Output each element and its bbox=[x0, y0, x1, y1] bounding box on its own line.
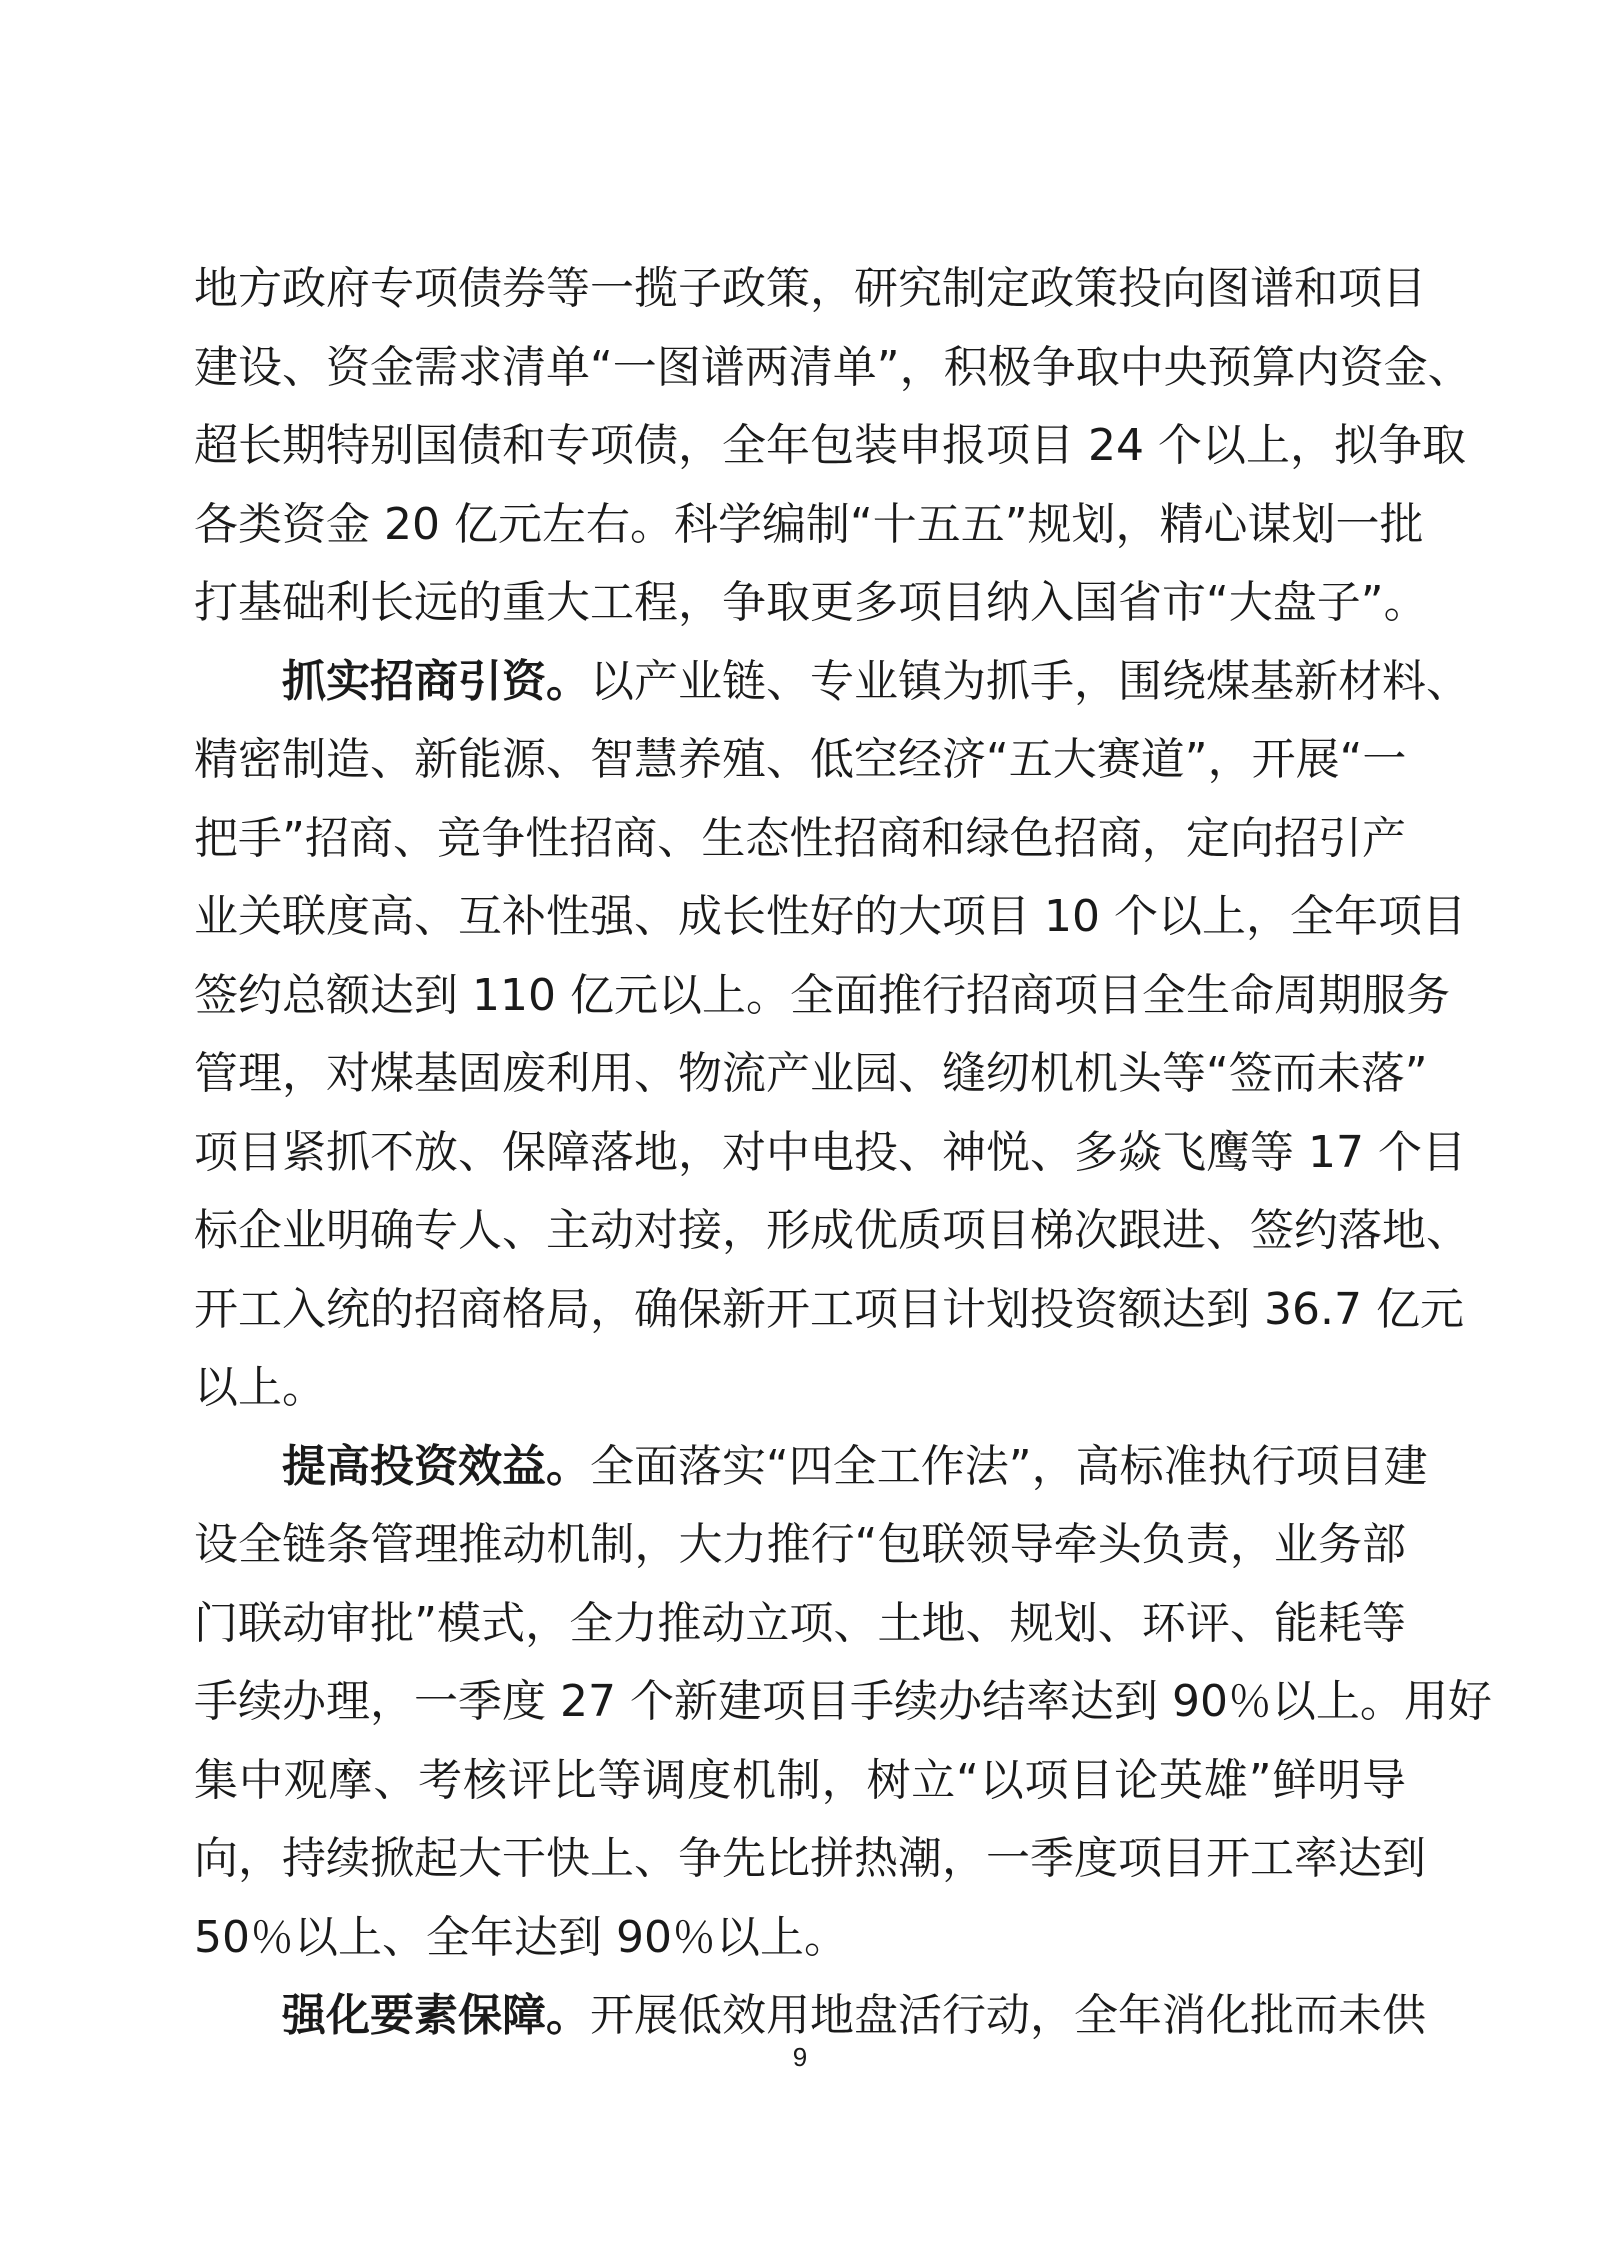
section-heading: 强化要素保障。 bbox=[282, 1990, 590, 2041]
section-heading: 抓实招商引资。 bbox=[282, 655, 590, 707]
body-line: 向，持续掀起大干快上、争先比拼热潮，一季度项目开工率达到 bbox=[194, 1833, 1426, 1884]
section-heading: 提高投资效益。 bbox=[282, 1440, 590, 1492]
body-text-run: 全面落实“四全工作法”，高标准执行项目建 bbox=[590, 1440, 1428, 1492]
body-line: 各类资金 20 亿元左右。科学编制“十五五”规划，精心谋划一批 bbox=[194, 498, 1424, 550]
body-text-run: 开展低效用地盘活行动，全年消化批而未供 bbox=[590, 1990, 1426, 2041]
body-line: 项目紧抓不放、保障落地，对中电投、神悦、多焱飞鹰等 17 个目 bbox=[194, 1126, 1466, 1178]
body-line: 签约总额达到 110 亿元以上。全面推行招商项目全生命周期服务 bbox=[194, 969, 1450, 1021]
body-line: 手续办理，一季度 27 个新建项目手续办结率达到 90％以上。用好 bbox=[194, 1676, 1492, 1727]
body-line: 50％以上、全年达到 90％以上。 bbox=[194, 1911, 848, 1963]
body-line: 地方政府专项债券等一揽子政策，研究制定政策投向图谱和项目 bbox=[194, 263, 1426, 314]
body-text-run: 以产业链、专业镇为抓手，围绕煤基新材料、 bbox=[590, 655, 1470, 707]
paragraph-first-line bbox=[194, 1428, 1428, 1507]
body-text bbox=[194, 250, 1492, 2056]
body-line: 设全链条管理推动机制，大力推行“包联领导牵头负责，业务部 bbox=[194, 1519, 1406, 1570]
paragraph-first-line bbox=[194, 643, 1470, 722]
body-line: 业关联度高、互补性强、成长性好的大项目 10 个以上，全年项目 bbox=[194, 891, 1466, 942]
page-number: 9 bbox=[792, 2042, 808, 2072]
body-line: 精密制造、新能源、智慧养殖、低空经济“五大赛道”，开展“一 bbox=[194, 734, 1407, 785]
body-line: 开工入统的招商格局，确保新开工项目计划投资额达到 36.7 亿元 bbox=[194, 1283, 1464, 1335]
body-line: 建设、资金需求清单“一图谱两清单”，积极争取中央预算内资金、 bbox=[194, 341, 1472, 393]
body-line: 门联动审批”模式，全力推动立项、土地、规划、环评、能耗等 bbox=[194, 1597, 1406, 1649]
body-line: 标企业明确专人、主动对接，形成优质项目梯次跟进、签约落地、 bbox=[194, 1205, 1470, 1256]
body-line: 以上。 bbox=[194, 1362, 326, 1413]
body-line: 超长期特别国债和专项债，全年包装申报项目 24 个以上，拟争取 bbox=[194, 420, 1466, 471]
body-line: 集中观摩、考核评比等调度机制，树立“以项目论英雄”鲜明导 bbox=[194, 1754, 1406, 1806]
body-line: 打基础利长远的重大工程，争取更多项目纳入国省市“大盘子”。 bbox=[194, 577, 1428, 628]
body-line: 把手”招商、竞争性招商、生态性招商和绿色招商，定向招引产 bbox=[194, 812, 1406, 864]
body-line: 管理，对煤基固废利用、物流产业园、缝纫机机头等“签而未落” bbox=[194, 1048, 1428, 1099]
